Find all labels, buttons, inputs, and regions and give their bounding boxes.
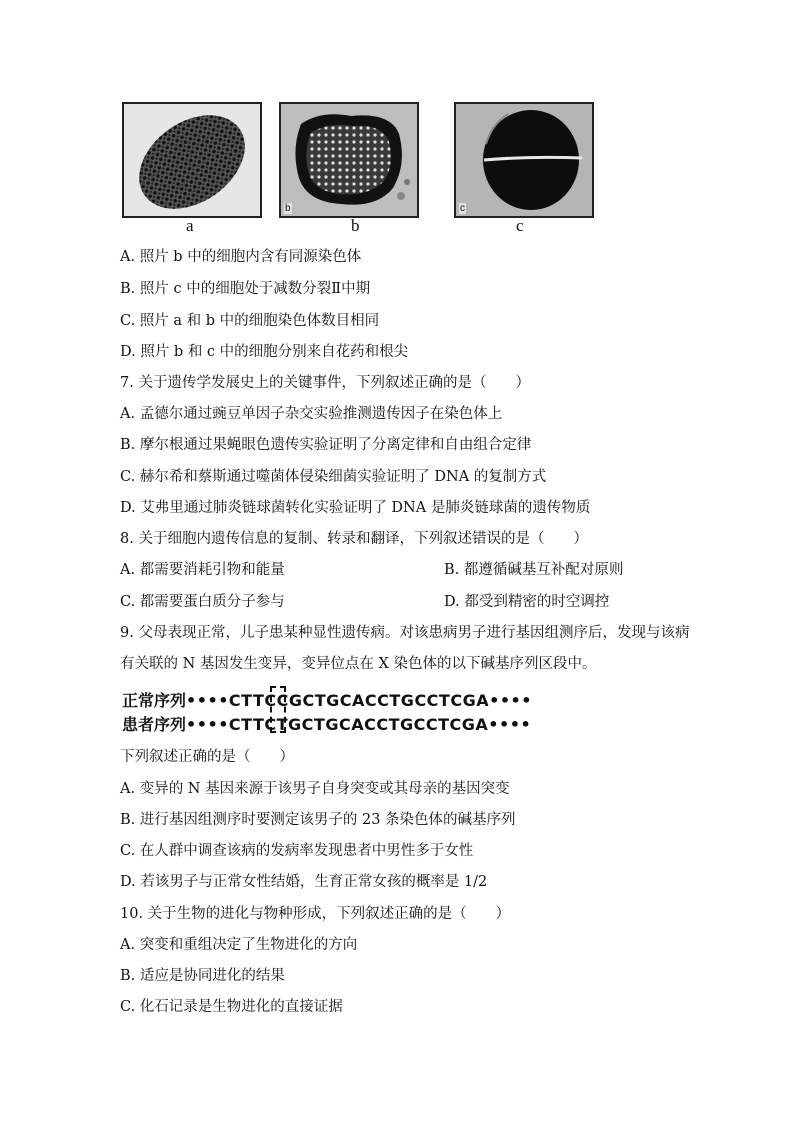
- q7-option-c: C. 赫尔希和蔡斯通过噬菌体侵染细菌实验证明了 DNA 的复制方式: [120, 469, 547, 485]
- q6-option-d: D. 照片 b 和 c 中的细胞分别来自花药和根尖: [120, 344, 409, 360]
- micrograph-c: [454, 102, 594, 218]
- micrograph-figure: [122, 102, 592, 242]
- patient-sequence: [122, 712, 531, 735]
- q8-option-c: C. 都需要蛋白质分子参与: [120, 594, 285, 610]
- caption-c: c: [516, 216, 524, 235]
- normal-sequence-suffix: GCTGCACCTGCCTCGA••••: [288, 691, 532, 710]
- q9-stem-line2: 有关联的 N 基因发生变异，变异位点在 X 染色体的以下碱基序列区段中。: [120, 656, 597, 672]
- q9-question: 下列叙述正确的是（ ）: [120, 749, 294, 765]
- normal-sequence: [122, 688, 532, 711]
- q8-stem: 8. 关于细胞内遗传信息的复制、转录和翻译，下列叙述错误的是（ ）: [120, 531, 588, 547]
- micrograph-b: [279, 102, 419, 218]
- q10-option-b: B. 适应是协同进化的结果: [120, 968, 285, 984]
- q7-option-d: D. 艾弗里通过肺炎链球菌转化实验证明了 DNA 是肺炎链球菌的遗传物质: [120, 500, 591, 516]
- mutation-site-box: [270, 686, 289, 734]
- q9-option-d: D. 若该男子与正常女性结婚，生育正常女孩的概率是 1/2: [120, 874, 488, 890]
- normal-sequence-prefix: ••••CTTC: [186, 691, 277, 710]
- q6-option-a: A. 照片 b 中的细胞内含有同源染色体: [120, 249, 362, 265]
- q8-option-a: A. 都需要消耗引物和能量: [120, 562, 285, 578]
- q9-option-a: A. 变异的 N 基因来源于该男子自身突变或其母亲的基因突变: [120, 781, 510, 797]
- q10-option-a: A. 突变和重组决定了生物进化的方向: [120, 937, 358, 953]
- q9-option-b: B. 进行基因组测序时要测定该男子的 23 条染色体的碱基序列: [120, 812, 516, 828]
- patient-sequence-label: 患者序列: [122, 715, 187, 734]
- q9-option-c: C. 在人群中调查该病的发病率发现患者中男性多于女性: [120, 843, 474, 859]
- q10-stem: 10. 关于生物的进化与物种形成，下列叙述正确的是（ ）: [120, 906, 511, 922]
- q10-option-c: C. 化石记录是生物进化的直接证据: [120, 999, 343, 1015]
- q8-option-d: D. 都受到精密的时空调控: [444, 594, 610, 610]
- caption-b: b: [351, 216, 360, 235]
- q7-option-a: A. 孟德尔通过豌豆单因子杂交实验推测遗传因子在染色体上: [120, 406, 503, 422]
- q9-stem-line1: 9. 父母表现正常，儿子患某种显性遗传病。对该患病男子进行基因组测序后，发现与该病: [120, 625, 690, 641]
- micrograph-a: [122, 102, 262, 218]
- q7-stem: 7. 关于遗传学发展史上的关键事件，下列叙述正确的是（ ）: [120, 375, 530, 391]
- normal-sequence-label: 正常序列: [122, 691, 187, 710]
- q6-option-c: C. 照片 a 和 b 中的细胞染色体数目相同: [120, 313, 380, 329]
- patient-sequence-suffix: GCTGCACCTGCCTCGA••••: [288, 715, 532, 734]
- q6-option-b: B. 照片 c 中的细胞处于减数分裂Ⅱ中期: [120, 281, 371, 297]
- micrograph-b-corner-label: b: [285, 203, 291, 214]
- normal-mutation-base: C: [276, 691, 289, 710]
- caption-a: a: [186, 216, 194, 235]
- q8-option-b: B. 都遵循碱基互补配对原则: [444, 562, 624, 578]
- patient-mutation-base: T: [276, 715, 289, 734]
- q7-option-b: B. 摩尔根通过果蝇眼色遗传实验证明了分离定律和自由组合定律: [120, 437, 532, 453]
- patient-sequence-prefix: ••••CTTC: [186, 715, 277, 734]
- micrograph-c-corner-label: c: [460, 203, 465, 214]
